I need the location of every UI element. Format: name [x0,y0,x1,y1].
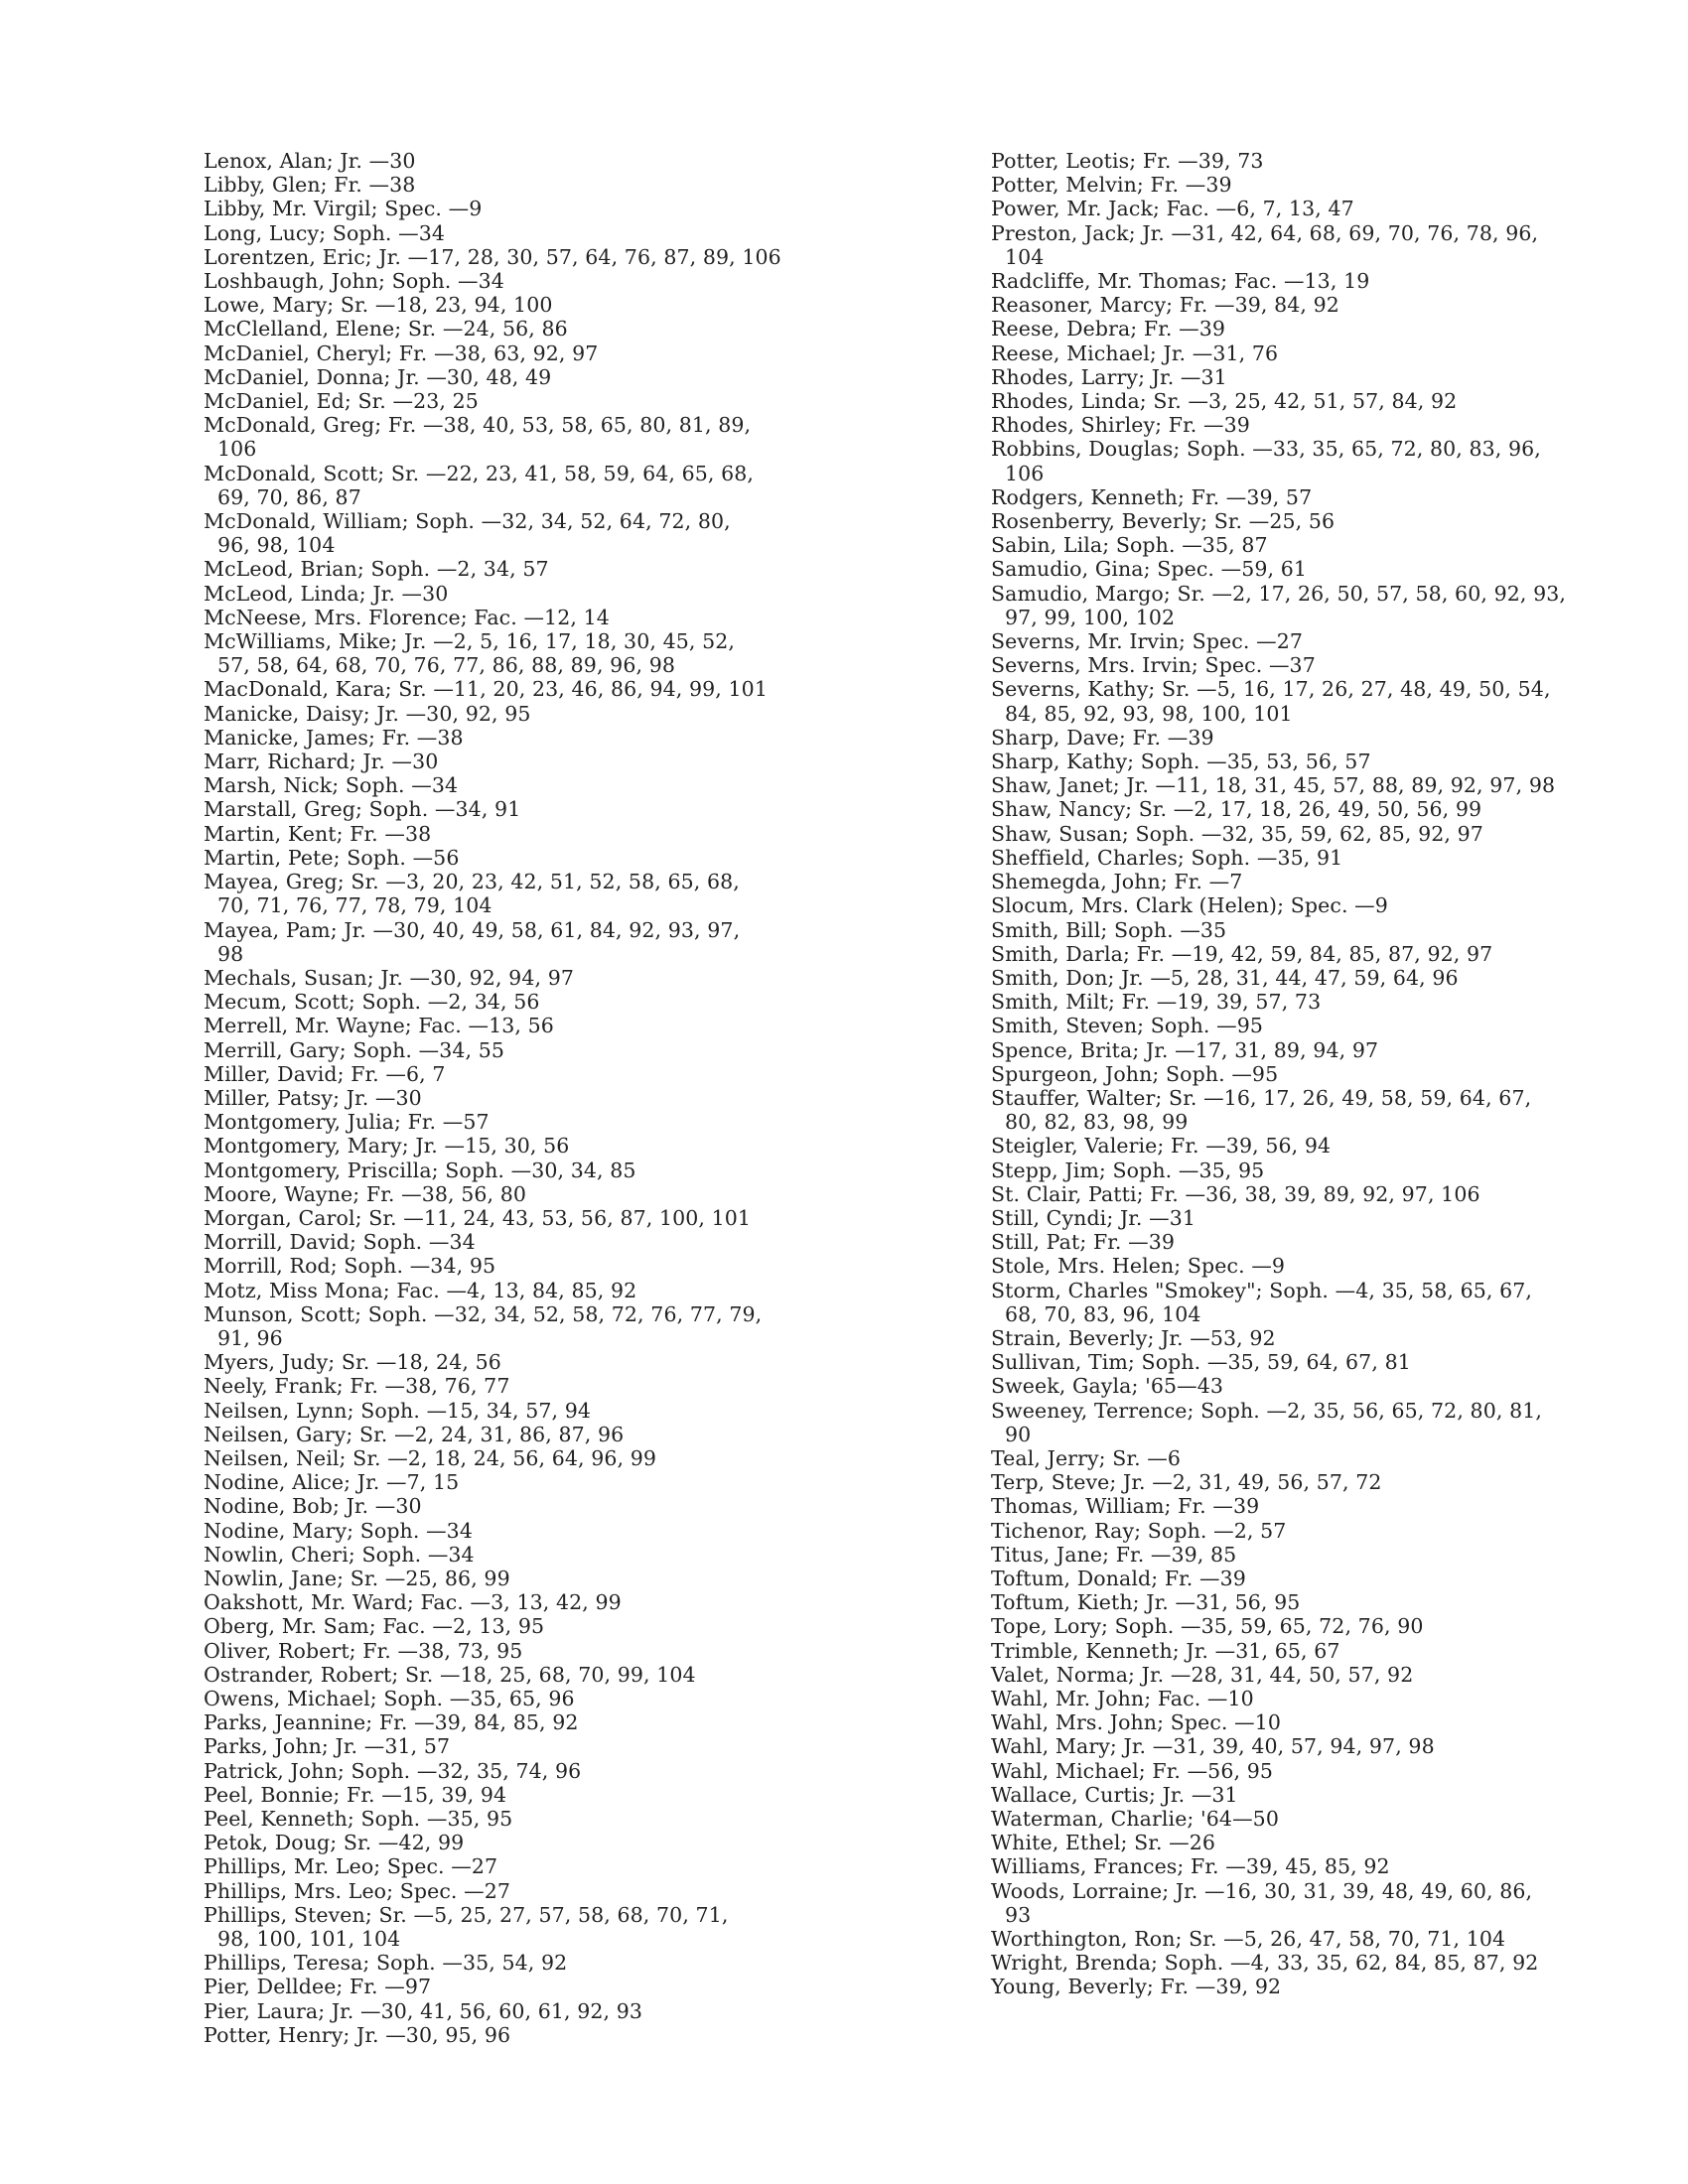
index-entry [204,1014,789,1037]
index-entry [991,1590,1587,1614]
index-entry [991,1759,1587,1783]
index-entry [991,1734,1587,1758]
index-entry [204,677,789,701]
index-entry-line: Williams, Frances; Fr. —39, 45, 85, 92 [991,1854,1390,1879]
index-entry [204,1567,789,1590]
index-entry-line: Merrill, Gary; Soph. —34, 55 [204,1037,505,1062]
index-entry-line: Manicke, James; Fr. —38 [204,725,464,750]
index-entry-line: McWilliams, Mike; Jr. —2, 5, 16, 17, 18, 30, 45, 52, [204,629,735,654]
index-entry-line: Steigler, Valerie; Fr. —39, 56, 94 [991,1134,1332,1159]
index-entry [204,918,789,966]
index-entry-line: McDaniel, Cheryl; Fr. —38, 63, 92, 97 [204,341,599,365]
index-entry-line: Worthington, Ron; Sr. —5, 26, 47, 58, 70, 71, 104 [991,1927,1506,1952]
index-entry-line: McLeod, Linda; Jr. —30 [204,581,449,606]
index-entry-line: Oliver, Robert; Fr. —38, 73, 95 [204,1638,523,1663]
index-entry-line: Lorentzen, Eric; Jr. —17, 28, 30, 57, 64, 76, 87, 89, 106 [204,244,781,269]
index-entry-continuation: 84, 85, 92, 93, 98, 100, 101 [1005,701,1293,726]
index-entry [991,1783,1587,1807]
index-entry [204,1399,789,1423]
index-entry-line: Nodine, Bob; Jr. —30 [204,1494,422,1519]
index-entry-line: Teal, Jerry; Sr. —6 [991,1445,1182,1470]
index-entry [991,1014,1587,1037]
index-entry-line: Mechals, Susan; Jr. —30, 92, 94, 97 [204,965,574,990]
index-entry-line: Wahl, Mary; Jr. —31, 39, 40, 57, 94, 97, 98 [991,1734,1435,1759]
index-entry-line: McLeod, Brian; Soph. —2, 34, 57 [204,557,549,582]
index-entry-line: Titus, Jane; Fr. —39, 85 [991,1542,1237,1567]
index-entry-line: Valet, Norma; Jr. —28, 31, 44, 50, 57, 92 [991,1662,1414,1687]
index-entry [991,1159,1587,1182]
index-entry-line: McDaniel, Donna; Jr. —30, 48, 49 [204,364,552,389]
index-entry [991,797,1587,821]
index-entry-line: Moore, Wayne; Fr. —38, 56, 80 [204,1181,527,1206]
index-entry-line: Nowlin, Cheri; Soph. —34 [204,1542,475,1567]
index-entry-line: Still, Pat; Fr. —39 [991,1230,1176,1255]
index-entry [204,797,789,821]
index-entry-line: Sharp, Dave; Fr. —39 [991,725,1214,750]
index-entry [204,1759,789,1783]
index-entry [991,365,1587,389]
index-entry-line: Tichenor, Ray; Soph. —2, 57 [991,1518,1287,1543]
index-entry [991,653,1587,677]
index-entry-line: Potter, Henry; Jr. —30, 95, 96 [204,2022,511,2047]
index-entry-line: Loshbaugh, John; Soph. —34 [204,269,504,294]
index-entry [991,677,1587,725]
index-entry-line: White, Ethel; Sr. —26 [991,1831,1216,1855]
index-entry-line: Sweek, Gayla; '65—43 [991,1374,1223,1399]
index-entry-line: Neilsen, Lynn; Soph. —15, 34, 57, 94 [204,1398,592,1423]
index-entry [204,1182,789,1206]
index-entry-continuation: 98, 100, 101, 104 [217,1927,401,1952]
index-entry [204,245,789,269]
index-entry-line: McDaniel, Ed; Sr. —23, 25 [204,389,479,414]
index-entry [991,1062,1587,1086]
index-entry [204,773,789,797]
index-entry-line: Strain, Beverly; Jr. —53, 92 [991,1325,1276,1350]
index-entry [991,437,1587,484]
index-entry [204,1710,789,1734]
index-entry-line: Ostrander, Robert; Sr. —18, 25, 68, 70, 99, 104 [204,1662,696,1687]
index-entry [991,750,1587,773]
index-entry-continuation: 96, 98, 104 [217,533,336,558]
index-entry [991,269,1587,293]
index-entry [204,750,789,773]
index-entry [204,1279,789,1302]
index-entry [991,1567,1587,1590]
index-entry-line: Smith, Steven; Soph. —95 [991,1014,1263,1038]
index-entry-line: McDonald, Scott; Sr. —22, 23, 41, 58, 59, 64, 65, 68, [204,461,755,485]
index-entry-line: Sabin, Lila; Soph. —35, 87 [991,533,1268,558]
index-entry-line: Power, Mr. Jack; Fac. —6, 7, 13, 47 [991,197,1354,221]
index-entry-line: Long, Lucy; Soph. —34 [204,220,446,245]
index-entry [204,1470,789,1494]
index-entry [204,413,789,461]
index-entry [204,1206,789,1230]
index-entry-continuation: 68, 70, 83, 96, 104 [1005,1301,1201,1326]
index-entry [991,1710,1587,1734]
index-entry [204,1903,789,1951]
index-entry-line: Woods, Lorraine; Jr. —16, 30, 31, 39, 48, 49, 60, 86, [991,1878,1533,1903]
index-entry-line: Wright, Brenda; Soph. —4, 33, 35, 62, 84, 85, 87, 92 [991,1951,1539,1976]
index-entry [991,341,1587,365]
index-entry [204,173,789,197]
index-entry-continuation: 97, 99, 100, 102 [1005,605,1176,629]
index-entry-line: Spence, Brita; Jr. —17, 31, 89, 94, 97 [991,1037,1379,1062]
index-entry-line: Parks, John; Jr. —31, 57 [204,1734,451,1759]
index-entry [204,1494,789,1518]
index-entry-line: Montgomery, Mary; Jr. —15, 30, 56 [204,1134,570,1159]
index-entry [204,1639,789,1663]
index-entry-line: Peel, Kenneth; Soph. —35, 95 [204,1807,513,1832]
index-entry-line: Miller, Patsy; Jr. —30 [204,1085,422,1110]
index-entry-line: Martin, Kent; Fr. —38 [204,821,432,846]
index-entry-line: Sullivan, Tim; Soph. —35, 59, 64, 67, 81 [991,1350,1411,1375]
index-entry-line: Rosenberry, Beverly; Sr. —25, 56 [991,509,1336,534]
index-entry [991,1206,1587,1230]
index-entry [204,341,789,365]
index-entry-line: Samudio, Margo; Sr. —2, 17, 26, 50, 57, 58, 60, 92, 93, [991,581,1566,606]
index-entry [204,1783,789,1807]
index-entry [204,1614,789,1638]
index-entry-line: McDonald, Greg; Fr. —38, 40, 53, 58, 65, 80, 81, 89, [204,413,752,438]
index-entry-line: Trimble, Kenneth; Jr. —31, 65, 67 [991,1638,1340,1663]
index-entry-line: Nowlin, Jane; Sr. —25, 86, 99 [204,1566,510,1590]
index-entry [991,773,1587,797]
index-entry-line: McClelland, Elene; Sr. —24, 56, 86 [204,317,568,341]
index-entry-continuation: 80, 82, 83, 98, 99 [1005,1110,1189,1135]
index-entry [991,1230,1587,1254]
index-entry-line: Shaw, Nancy; Sr. —2, 17, 18, 26, 49, 50, 56, 99 [991,797,1482,822]
index-entry-line: Reese, Debra; Fr. —39 [991,317,1226,341]
index-entry [991,870,1587,893]
index-entry [991,1399,1587,1446]
index-entry-line: Lenox, Alan; Jr. —30 [204,149,416,173]
index-entry-line: Miller, David; Fr. —6, 7 [204,1061,446,1086]
index-entry-line: Slocum, Mrs. Clark (Helen); Spec. —9 [991,893,1388,918]
index-entry-line: Toftum, Kieth; Jr. —31, 56, 95 [991,1590,1301,1615]
index-entry-line: Rhodes, Shirley; Fr. —39 [991,413,1250,438]
index-entry-line: Oberg, Mr. Sam; Fac. —2, 13, 95 [204,1614,545,1639]
index-entry [204,1423,789,1446]
index-entry [204,1519,789,1543]
index-entry [991,1446,1587,1470]
index-entry-line: Montgomery, Julia; Fr. —57 [204,1110,490,1135]
index-entry [204,269,789,293]
index-entry [204,1975,789,1998]
index-entry [991,1326,1587,1350]
index-entry [991,846,1587,870]
index-entry-line: Wallace, Curtis; Jr. —31 [991,1782,1238,1807]
index-entry [204,822,789,846]
index-entry-line: Reasoner, Marcy; Fr. —39, 84, 92 [991,293,1339,318]
index-entry-line: Phillips, Steven; Sr. —5, 25, 27, 57, 58, 68, 70, 71, [204,1902,729,1927]
index-entry-line: Waterman, Charlie; '64—50 [991,1807,1279,1832]
index-entry [991,1854,1587,1878]
index-entry-line: Petok, Doug; Sr. —42, 99 [204,1831,465,1855]
index-entry [204,1999,789,2023]
index-entry-line: Merrell, Mr. Wayne; Fac. —13, 56 [204,1014,554,1038]
index-entry-line: Phillips, Teresa; Soph. —35, 54, 92 [204,1951,568,1976]
index-entry-line: Phillips, Mrs. Leo; Spec. —27 [204,1878,511,1903]
index-entry [991,582,1587,629]
index-entry-continuation: 104 [1005,244,1045,269]
index-entry-line: Terp, Steve; Jr. —2, 31, 49, 56, 57, 72 [991,1470,1382,1495]
index-entry [991,557,1587,581]
index-entry-line: Wahl, Michael; Fr. —56, 95 [991,1758,1273,1783]
index-entry [991,389,1587,413]
index-column-right [991,149,1587,1999]
index-entry [204,389,789,413]
index-entry-line: Potter, Leotis; Fr. —39, 73 [991,149,1264,173]
index-entry-line: Radcliffe, Mr. Thomas; Fac. —13, 19 [991,269,1370,294]
index-entry-continuation: 70, 71, 76, 77, 78, 79, 104 [217,893,492,918]
index-entry-continuation: 106 [1005,461,1045,485]
index-entry-line: Tope, Lory; Soph. —35, 59, 65, 72, 76, 90 [991,1614,1424,1639]
index-entry-line: Neilsen, Gary; Sr. —2, 24, 31, 86, 87, 96 [204,1422,625,1446]
index-entry [204,990,789,1014]
index-entry-line: Oakshott, Mr. Ward; Fac. —3, 13, 42, 99 [204,1590,622,1615]
index-entry-line: Morgan, Carol; Sr. —11, 24, 43, 53, 56, 87, 100, 101 [204,1205,752,1230]
index-entry [991,1927,1587,1951]
index-entry [204,462,789,509]
index-entry [204,149,789,173]
index-column-left [204,149,789,2047]
index-entry-line: Munson, Scott; Soph. —32, 34, 52, 58, 72, 76, 77, 79, [204,1301,763,1326]
index-entry [204,870,789,917]
index-entry-line: Rhodes, Linda; Sr. —3, 25, 42, 51, 57, 84, 92 [991,389,1458,414]
index-entry [204,966,789,990]
index-entry [204,1230,789,1254]
index-entry [991,1807,1587,1831]
index-entry [204,726,789,750]
index-entry-line: Pier, Laura; Jr. —30, 41, 56, 60, 61, 92, 93 [204,1998,643,2023]
index-entry-line: Libby, Mr. Virgil; Spec. —9 [204,197,483,221]
index-entry [991,173,1587,197]
index-entry-line: Sweeney, Terrence; Soph. —2, 35, 56, 65, 72, 80, 81, [991,1398,1542,1423]
index-entry [204,1687,789,1710]
index-entry-line: Pier, Delldee; Fr. —97 [204,1975,432,1999]
index-entry [204,1854,789,1878]
index-entry-line: Neely, Frank; Fr. —38, 76, 77 [204,1374,510,1399]
index-entry [991,1086,1587,1134]
index-entry-line: Patrick, John; Soph. —32, 35, 74, 96 [204,1758,582,1783]
index-entry [991,197,1587,220]
index-entry-continuation: 69, 70, 86, 87 [217,484,361,509]
index-entry-continuation: 91, 96 [217,1325,283,1350]
index-entry-line: Parks, Jeannine; Fr. —39, 84, 85, 92 [204,1710,579,1735]
index-entry-line: Mayea, Pam; Jr. —30, 40, 49, 58, 61, 84, 92, 93, 97, [204,917,741,942]
index-entry [204,846,789,870]
index-entry [991,990,1587,1014]
index-entry [991,918,1587,942]
index-entry-line: Marstall, Greg; Soph. —34, 91 [204,797,521,822]
index-entry [204,1062,789,1086]
index-entry [991,1663,1587,1687]
index-entry [204,1663,789,1687]
index-entry [991,1182,1587,1206]
index-entry-line: Manicke, Daisy; Jr. —30, 92, 95 [204,701,531,726]
index-entry [991,1614,1587,1638]
index-entry [204,702,789,726]
index-entry [204,1951,789,1975]
index-entry-line: Lowe, Mary; Sr. —18, 23, 94, 100 [204,293,553,318]
index-entry-line: Still, Cyndi; Jr. —31 [991,1205,1196,1230]
index-entry-line: Montgomery, Priscilla; Soph. —30, 34, 85 [204,1158,636,1182]
index-entry-line: McNeese, Mrs. Florence; Fac. —12, 14 [204,605,610,629]
index-entry-line: Martin, Pete; Soph. —56 [204,845,460,870]
index-entry-continuation: 98 [217,941,244,966]
index-entry [204,221,789,245]
index-entry-line: Toftum, Donald; Fr. —39 [991,1566,1246,1590]
index-entry [991,1975,1587,1998]
index-entry [991,533,1587,557]
index-entry [991,1038,1587,1062]
index-entry [204,1350,789,1374]
index-entry [991,1639,1587,1663]
index-entry-line: Mecum, Scott; Soph. —2, 34, 56 [204,990,540,1015]
index-entry-line: Sharp, Kathy; Soph. —35, 53, 56, 57 [991,750,1371,774]
index-entry [204,365,789,389]
index-entry [991,1279,1587,1326]
index-entry [991,1879,1587,1927]
index-entry [991,1519,1587,1543]
index-entry [991,1687,1587,1710]
index-entry [991,221,1587,269]
index-entry-line: Wahl, Mr. John; Fac. —10 [991,1687,1254,1710]
index-entry [204,197,789,220]
index-entry-line: Severns, Kathy; Sr. —5, 16, 17, 26, 27, 48, 49, 50, 54, [991,677,1551,702]
index-entry-line: Rhodes, Larry; Jr. —31 [991,364,1227,389]
index-entry [991,1254,1587,1278]
index-entry-line: Nodine, Mary; Soph. —34 [204,1518,473,1543]
index-entry-line: Potter, Melvin; Fr. —39 [991,173,1232,198]
index-entry [204,1159,789,1182]
index-entry-continuation: 57, 58, 64, 68, 70, 76, 77, 86, 88, 89, 96, 98 [217,653,675,678]
index-entry [991,726,1587,750]
index-entry-line: Marr, Richard; Jr. —30 [204,750,439,774]
index-entry-line: Storm, Charles "Smokey"; Soph. —4, 35, 58, 65, 67, [991,1278,1533,1302]
index-entry-line: Severns, Mrs. Irvin; Spec. —37 [991,653,1316,678]
index-entry [991,149,1587,173]
index-entry [204,1374,789,1398]
index-entry [991,1494,1587,1518]
index-entry [991,1470,1587,1494]
index-entry-line: Smith, Bill; Soph. —35 [991,917,1227,942]
index-entry [204,606,789,629]
index-entry [991,509,1587,533]
index-entry [991,822,1587,846]
index-entry-line: Smith, Darla; Fr. —19, 42, 59, 84, 85, 87, 92, 97 [991,941,1493,966]
index-entry [204,1302,789,1350]
index-entry [991,1543,1587,1567]
index-entry-line: Stepp, Jim; Soph. —35, 95 [991,1158,1265,1182]
index-entry-line: Wahl, Mrs. John; Spec. —10 [991,1710,1282,1735]
index-entry-line: St. Clair, Patti; Fr. —36, 38, 39, 89, 92, 97, 106 [991,1181,1480,1206]
index-entry-line: Robbins, Douglas; Soph. —33, 35, 65, 72, 80, 83, 96, [991,437,1541,462]
index-entry-line: Mayea, Greg; Sr. —3, 20, 23, 42, 51, 52, 58, 65, 68, [204,870,740,894]
index-entry [204,317,789,341]
index-entry [204,509,789,557]
index-entry [991,485,1587,509]
index-entry [991,293,1587,317]
index-entry-line: Severns, Mr. Irvin; Spec. —27 [991,629,1303,654]
index-entry [204,1110,789,1134]
index-entry [204,582,789,606]
index-entry [204,1134,789,1158]
index-entry-line: Preston, Jack; Jr. —31, 42, 64, 68, 69, 70, 76, 78, 96, [991,220,1539,245]
index-entry [204,1086,789,1110]
index-entry-line: Smith, Milt; Fr. —19, 39, 57, 73 [991,990,1322,1015]
index-entry [204,557,789,581]
index-entry-line: Samudio, Gina; Spec. —59, 61 [991,557,1308,582]
index-entry-continuation: 90 [1005,1422,1032,1446]
index-entry [991,893,1587,917]
index-entry-line: Young, Beverly; Fr. —39, 92 [991,1975,1282,1999]
index-entry-line: Stole, Mrs. Helen; Spec. —9 [991,1254,1286,1279]
index-entry [991,966,1587,990]
index-entry [991,1134,1587,1158]
index-entry-line: Morrill, David; Soph. —34 [204,1230,476,1255]
index-entry-line: Thomas, William; Fr. —39 [991,1494,1260,1519]
index-entry-line: McDonald, William; Soph. —32, 34, 52, 64, 72, 80, [204,509,731,534]
index-entry [991,1374,1587,1398]
index-entry-line: Phillips, Mr. Leo; Spec. —27 [204,1854,498,1879]
index-entry-continuation: 93 [1005,1902,1032,1927]
index-entry [204,1590,789,1614]
index-entry-line: Motz, Miss Mona; Fac. —4, 13, 84, 85, 92 [204,1278,637,1302]
index-entry [204,1807,789,1831]
index-entry [204,293,789,317]
index-entry-line: Shaw, Janet; Jr. —11, 18, 31, 45, 57, 88, 89, 92, 97, 98 [991,773,1556,798]
index-entry-line: Nodine, Alice; Jr. —7, 15 [204,1470,460,1495]
index-entry [204,1543,789,1567]
index-entry-line: Neilsen, Neil; Sr. —2, 18, 24, 56, 64, 96, 99 [204,1445,657,1470]
index-entry-line: Stauffer, Walter; Sr. —16, 17, 26, 49, 58, 59, 64, 67, [991,1085,1532,1110]
index-entry [204,1446,789,1470]
index-entry [991,942,1587,966]
index-entry [204,1254,789,1278]
index-entry [991,629,1587,653]
index-entry-line: Marsh, Nick; Soph. —34 [204,773,459,798]
index-entry [991,317,1587,341]
index-entry-line: Smith, Don; Jr. —5, 28, 31, 44, 47, 59, 64, 96 [991,965,1459,990]
index-entry-line: Reese, Michael; Jr. —31, 76 [991,341,1279,365]
index-entry [991,1951,1587,1975]
index-entry-line: Shaw, Susan; Soph. —32, 35, 59, 62, 85, 92, 97 [991,821,1483,846]
index-entry [204,629,789,677]
index-entry [204,2023,789,2047]
index-entry [991,1831,1587,1854]
index-entry [204,1734,789,1758]
index-entry [204,1879,789,1903]
index-entry-line: Myers, Judy; Sr. —18, 24, 56 [204,1350,501,1375]
index-entry-line: Spurgeon, John; Soph. —95 [991,1061,1279,1086]
index-entry-line: MacDonald, Kara; Sr. —11, 20, 23, 46, 86, 94, 99, 101 [204,677,768,702]
index-entry-line: Libby, Glen; Fr. —38 [204,173,416,198]
index-entry-continuation: 106 [217,437,257,462]
index-entry [991,413,1587,437]
index-entry [991,1350,1587,1374]
index-entry-line: Owens, Michael; Soph. —35, 65, 96 [204,1687,575,1710]
index-entry-line: Rodgers, Kenneth; Fr. —39, 57 [991,484,1313,509]
index-entry [204,1831,789,1854]
index-entry-line: Morrill, Rod; Soph. —34, 95 [204,1254,496,1279]
index-entry [204,1038,789,1062]
index-entry-line: Shemegda, John; Fr. —7 [991,870,1243,894]
index-entry-line: Sheffield, Charles; Soph. —35, 91 [991,845,1343,870]
index-entry-line: Peel, Bonnie; Fr. —15, 39, 94 [204,1782,507,1807]
